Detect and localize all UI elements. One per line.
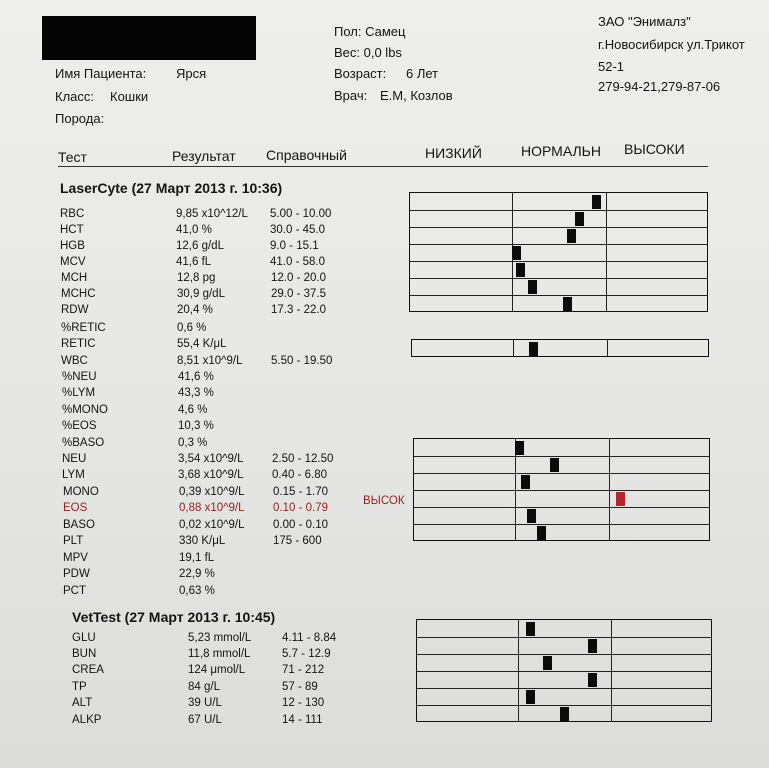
row-test-name: ALKP <box>72 714 102 726</box>
range-row-separator <box>410 244 707 245</box>
row-result: 39 U/L <box>188 697 222 709</box>
row-test-name: TP <box>72 681 87 693</box>
value-marker <box>512 246 521 260</box>
row-reference: 0.10 - 0.79 <box>273 502 328 514</box>
range-row-separator <box>414 456 709 457</box>
value-marker <box>550 458 559 472</box>
row-test-name: MCV <box>60 256 86 268</box>
row-result: 55,4 K/μL <box>177 338 227 350</box>
value-marker <box>588 673 597 687</box>
row-result: 0,63 % <box>179 585 215 597</box>
row-test-name: LYM <box>62 469 85 481</box>
value-marker <box>526 622 535 636</box>
row-result: 0,88 x10^9/L <box>179 502 245 514</box>
row-test-name: MCH <box>61 272 88 284</box>
row-reference: 0.15 - 1.70 <box>273 486 328 498</box>
row-reference: 5.50 - 19.50 <box>271 355 333 367</box>
doctor-value: Е.М, Козлов <box>380 88 453 103</box>
range-row-separator <box>417 705 711 706</box>
range-bar-group <box>413 438 710 541</box>
row-test-name: NEU <box>62 453 87 465</box>
clinic-address-line2: 52-1 <box>598 59 625 74</box>
value-marker-high <box>616 492 625 506</box>
row-result: 12,8 pg <box>177 272 216 284</box>
row-reference: 12 - 130 <box>282 697 325 709</box>
row-result: 30,9 g/dL <box>177 288 225 300</box>
value-marker <box>543 656 552 670</box>
column-reference: Справочный <box>266 147 347 163</box>
range-row-separator <box>417 654 711 655</box>
value-marker <box>515 441 524 455</box>
column-result: Результат <box>172 148 236 164</box>
row-test-name: %MONO <box>62 404 108 416</box>
value-marker <box>528 280 537 294</box>
value-marker <box>526 690 535 704</box>
row-reference: 4.11 - 8.84 <box>282 632 337 644</box>
row-result: 330 K/μL <box>179 535 226 547</box>
row-test-name: WBC <box>61 355 88 367</box>
clinic-address-line1: г.Новосибирск ул.Трикот <box>598 37 745 52</box>
row-test-name: RBC <box>60 208 85 220</box>
row-result: 3,54 x10^9/L <box>178 453 244 465</box>
row-test-name: %NEU <box>62 371 97 383</box>
row-result: 84 g/L <box>188 681 220 693</box>
value-marker <box>575 212 584 226</box>
row-test-name: %BASO <box>62 437 105 449</box>
column-test: Тест <box>58 149 87 165</box>
value-marker <box>527 509 536 523</box>
row-reference: 2.50 - 12.50 <box>272 453 334 465</box>
range-row-separator <box>410 261 707 262</box>
patient-age-label: Возраст: <box>334 66 387 81</box>
row-result: 9,85 x10^12/L <box>176 208 248 220</box>
section-title-lasercyte: LaserCyte (27 Март 2013 г. 10:36) <box>60 180 283 196</box>
patient-breed-label: Порода: <box>55 111 105 126</box>
row-result: 41,6 % <box>178 371 214 383</box>
patient-class-label: Класс: <box>55 89 94 104</box>
row-test-name: MONO <box>63 486 99 498</box>
patient-weight: Вес: 0,0 lbs <box>334 45 402 60</box>
row-result: 0,6 % <box>177 322 207 334</box>
row-reference: 17.3 - 22.0 <box>271 304 326 316</box>
row-test-name: GLU <box>72 632 96 644</box>
row-result: 0,3 % <box>178 437 208 449</box>
range-row-separator <box>414 524 709 525</box>
row-test-name: MCHC <box>61 288 96 300</box>
range-divider <box>607 340 608 356</box>
row-test-name: BUN <box>72 648 97 660</box>
row-result: 22,9 % <box>179 568 215 580</box>
range-row-separator <box>410 295 707 296</box>
range-row-separator <box>410 227 707 228</box>
row-test-name: PCT <box>63 585 86 597</box>
range-divider <box>513 340 514 356</box>
range-row-separator <box>417 671 711 672</box>
row-reference: 0.40 - 6.80 <box>272 469 327 481</box>
range-bar-group <box>416 619 712 722</box>
row-result: 5,23 mmol/L <box>188 632 252 644</box>
doctor-label: Врач: <box>334 88 368 103</box>
header-divider <box>58 166 708 167</box>
value-marker <box>567 229 576 243</box>
row-result: 8,51 x10^9/L <box>177 355 243 367</box>
value-marker <box>560 707 569 721</box>
column-low: НИЗКИЙ <box>425 145 482 161</box>
range-row-separator <box>417 637 711 638</box>
range-row-separator <box>414 473 709 474</box>
row-reference: 71 - 212 <box>282 664 325 676</box>
column-normal: НОРМАЛЬН <box>521 143 601 159</box>
range-row-separator <box>414 507 709 508</box>
range-row-separator <box>414 490 709 491</box>
redacted-block <box>42 16 256 60</box>
row-reference: 175 - 600 <box>273 535 322 547</box>
range-bar-group <box>409 192 708 312</box>
column-high: ВЫСОКИ <box>624 141 685 157</box>
value-marker <box>563 297 572 311</box>
clinic-phones: 279-94-21,279-87-06 <box>598 79 721 94</box>
row-reference: 30.0 - 45.0 <box>270 224 325 236</box>
range-row-separator <box>417 688 711 689</box>
row-test-name: HCT <box>60 224 84 236</box>
row-result: 41,0 % <box>176 224 212 236</box>
row-test-name: HGB <box>60 240 85 252</box>
row-result: 10,3 % <box>178 420 214 432</box>
row-test-name: ALT <box>72 697 93 709</box>
row-test-name: EOS <box>63 502 88 514</box>
row-result: 0,02 x10^9/L <box>179 519 245 531</box>
range-row-separator <box>410 210 707 211</box>
row-reference: 57 - 89 <box>282 681 318 693</box>
patient-age-value: 6 Лет <box>406 66 439 81</box>
row-test-name: BASO <box>63 519 95 531</box>
row-result: 0,39 x10^9/L <box>179 486 245 498</box>
row-test-name: CREA <box>72 664 104 676</box>
row-reference: 0.00 - 0.10 <box>273 519 328 531</box>
range-bar-group <box>411 339 709 357</box>
value-marker <box>537 526 546 540</box>
row-result: 43,3 % <box>178 387 214 399</box>
row-result: 41,6 fL <box>176 256 212 268</box>
value-marker <box>516 263 525 277</box>
row-reference: 14 - 111 <box>282 714 323 726</box>
row-result: 124 μmol/L <box>188 664 246 676</box>
value-marker <box>592 195 601 209</box>
row-test-name: RDW <box>61 304 89 316</box>
value-marker <box>529 342 538 356</box>
row-test-name: MPV <box>63 552 88 564</box>
row-result: 4,6 % <box>178 404 208 416</box>
row-result: 3,68 x10^9/L <box>178 469 244 481</box>
patient-class-value: Кошки <box>110 89 149 104</box>
row-result: 11,8 mmol/L <box>188 648 251 660</box>
row-test-name: %LYM <box>62 387 96 399</box>
row-test-name: %EOS <box>62 420 97 432</box>
patient-name-value: Ярся <box>176 66 207 81</box>
row-result: 20,4 % <box>177 304 213 316</box>
row-test-name: PLT <box>63 535 84 547</box>
patient-name-label: Имя Пациента: <box>55 66 147 81</box>
row-reference: 29.0 - 37.5 <box>271 288 326 300</box>
row-test-name: RETIC <box>61 338 96 350</box>
row-reference: 5.00 - 10.00 <box>270 208 332 220</box>
clinic-name: ЗАО "Энималз" <box>598 14 691 29</box>
row-reference: 9.0 - 15.1 <box>270 240 319 252</box>
row-test-name: %RETIC <box>61 322 106 334</box>
row-test-name: PDW <box>63 568 90 580</box>
patient-sex: Пол: Самец <box>334 24 406 39</box>
row-result: 12,6 g/dL <box>176 240 224 252</box>
section-title-vettest: VetTest (27 Март 2013 г. 10:45) <box>72 609 276 625</box>
row-reference: 5.7 - 12.9 <box>282 648 331 660</box>
row-result: 67 U/L <box>188 714 222 726</box>
range-row-separator <box>410 278 707 279</box>
row-flag-high: ВЫСОК <box>363 495 405 507</box>
row-reference: 41.0 - 58.0 <box>270 256 325 268</box>
value-marker <box>588 639 597 653</box>
value-marker <box>521 475 530 489</box>
row-reference: 12.0 - 20.0 <box>271 272 326 284</box>
row-result: 19,1 fL <box>179 552 215 564</box>
